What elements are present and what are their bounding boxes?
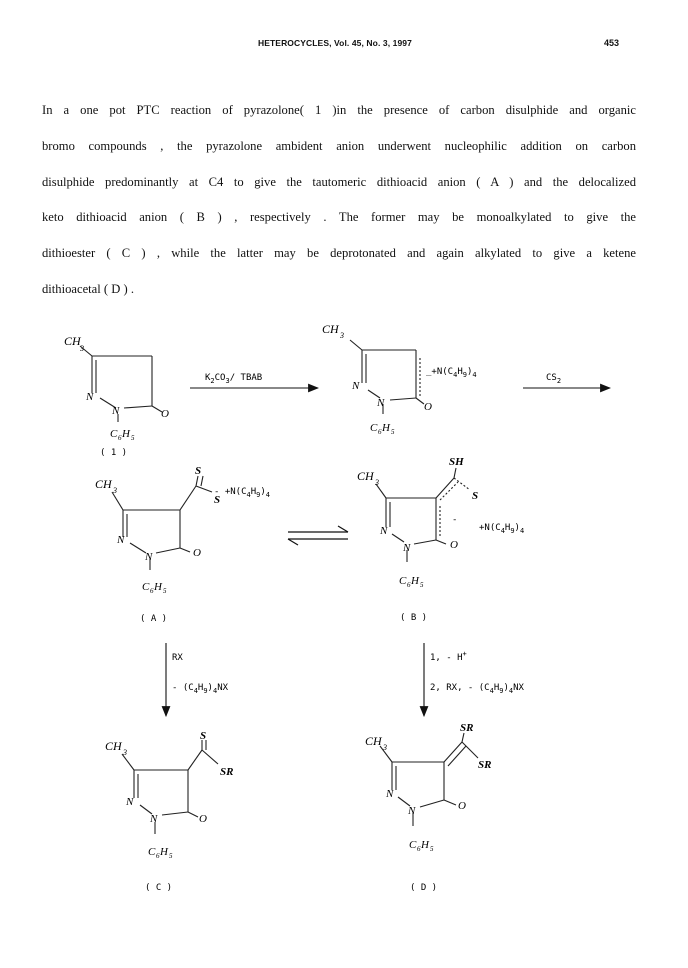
pyrazolone-anion <box>350 340 424 414</box>
reagent-k2co3: $K_2CO_3/$ TBAB <box>205 373 263 385</box>
oxygen-atom: O <box>161 408 169 420</box>
paragraph-line: dithioacetal ( D ) . <box>42 281 134 296</box>
sulfur-atom: S <box>214 494 221 506</box>
oxygen-atom: O <box>458 800 466 812</box>
subscript: 6 <box>407 581 411 589</box>
subscript: 3 <box>113 486 117 495</box>
subscript: 6 <box>150 587 154 595</box>
compound-d-label: ( D ) <box>410 883 438 893</box>
phenyl-c: C <box>148 846 156 858</box>
phenyl-c: C <box>110 428 118 440</box>
counterion: $+N(C_4H_9)_4$ <box>479 523 525 535</box>
compound-1 <box>80 346 162 422</box>
sulfur-atom: S <box>472 490 479 502</box>
subscript: 3 <box>383 743 387 752</box>
nitrogen-atom: N <box>408 805 416 817</box>
phenyl-c: C <box>370 422 378 434</box>
subscript: 6 <box>156 852 160 860</box>
compound-b-label: ( B ) <box>400 613 428 623</box>
journal-header: HETEROCYCLES, Vol. 45, No. 3, 1997 <box>258 38 412 48</box>
ch3-group: CH <box>105 739 122 753</box>
thioether-group: SR <box>460 722 474 734</box>
nitrogen-atom: N <box>117 534 125 546</box>
phenyl-c: C <box>142 581 150 593</box>
oxygen-atom: O <box>450 539 458 551</box>
sulfur-atom: S <box>200 730 207 742</box>
reagent-elimination: - $(C_4H_9)_4NX$ <box>172 683 229 695</box>
thiol-group: SH <box>449 456 464 468</box>
compound-a-label: ( A ) <box>140 614 168 624</box>
ch3-group: CH <box>95 477 112 491</box>
oxygen-atom: O <box>199 813 207 825</box>
compound-c-label: ( C ) <box>145 883 173 893</box>
nitrogen-atom: N <box>126 796 134 808</box>
phenyl-h: H <box>421 839 429 851</box>
anion-charge: - <box>452 515 458 525</box>
nitrogen-atom: N <box>386 788 394 800</box>
phenyl-c: C <box>399 575 407 587</box>
ch3-group: CH <box>322 322 339 336</box>
subscript: 5 <box>430 845 434 853</box>
phenyl-c: C <box>409 839 417 851</box>
ch3-group: CH <box>357 469 374 483</box>
phenyl-h: H <box>382 422 390 434</box>
paragraph-line: In a one pot PTC reaction of pyrazolone( 1 )in the presence of carbon disulphide and organic <box>42 103 636 117</box>
reagent-rx: RX <box>172 653 183 663</box>
paragraph-line: bromo compounds , the pyrazolone ambident anion underwent nucleophilic addition on carbon <box>42 138 636 153</box>
thioether-group: SR <box>478 759 492 771</box>
paragraph-line: keto dithioacid anion ( B ) , respectively . The former may be monoalkylated to give the <box>42 210 636 225</box>
nitrogen-atom: N <box>150 813 158 825</box>
sulfur-atom: S <box>195 465 202 477</box>
nitrogen-atom: N <box>86 391 94 403</box>
subscript: 5 <box>163 587 167 595</box>
thioether-group: SR <box>220 766 234 778</box>
compound-1-label: ( 1 ) <box>100 448 128 458</box>
subscript: 6 <box>118 434 122 442</box>
nitrogen-atom: N <box>380 525 388 537</box>
compound-d <box>380 733 478 826</box>
oxygen-atom: O <box>424 401 432 413</box>
nitrogen-atom: N <box>145 551 153 563</box>
reagent-alkylation: 2, RX, - $(C_4H_9)_4NX$ <box>430 683 524 695</box>
page-number: 453 <box>604 38 620 48</box>
subscript: 6 <box>378 428 382 436</box>
oxygen-atom: O <box>193 547 201 559</box>
paragraph-line: disulphide predominantly at C4 to give the tautomeric dithioacid anion ( A ) and the delocalized <box>42 174 636 189</box>
counterion: $\_+N(C_4H_9)_4$ <box>426 367 477 379</box>
subscript: 3 <box>340 331 344 340</box>
equilibrium-arrows <box>288 526 348 545</box>
nitrogen-atom: N <box>403 542 411 554</box>
subscript: 6 <box>417 845 421 853</box>
counterion: - $+N(C_4H_9)_4$ <box>214 487 271 499</box>
reagent-deprotonation: 1, - H+ <box>430 650 467 663</box>
subscript: 3 <box>123 748 127 757</box>
ch3-group: CH <box>365 734 382 748</box>
subscript: 3 <box>375 478 379 487</box>
nitrogen-atom: N <box>377 397 385 409</box>
phenyl-h: H <box>411 575 419 587</box>
compound-1-ch3: CH <box>64 334 81 348</box>
subscript: 5 <box>169 852 173 860</box>
phenyl-h: H <box>154 581 162 593</box>
subscript: 5 <box>420 581 424 589</box>
subscript: 3 <box>80 344 84 353</box>
paragraph-line: dithioester ( C ) , while the latter may be deprotonated and again alkylated to give a ketene <box>42 246 636 261</box>
nitrogen-atom: N <box>112 405 120 417</box>
nitrogen-atom: N <box>352 380 360 392</box>
subscript: 5 <box>391 428 395 436</box>
phenyl-h: H <box>160 846 168 858</box>
phenyl-h: H <box>122 428 130 440</box>
reagent-cs2: $CS_2$ <box>546 373 562 385</box>
subscript: 5 <box>131 434 135 442</box>
